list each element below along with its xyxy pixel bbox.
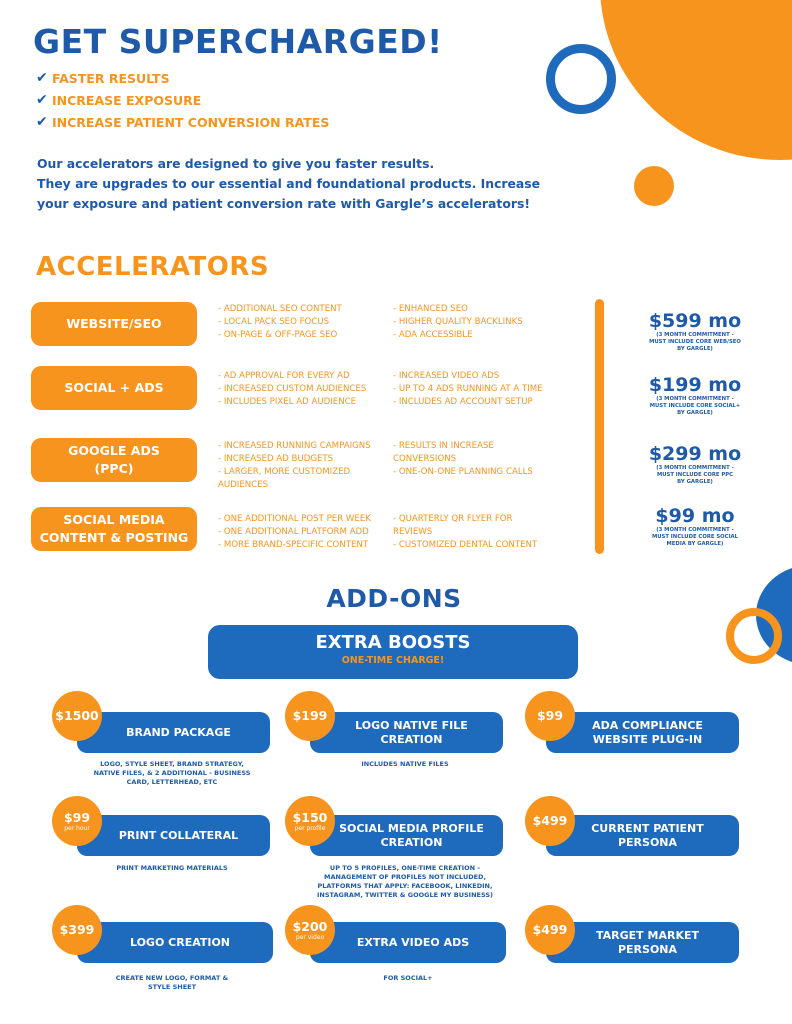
- price-badge: $199: [285, 691, 335, 741]
- price-badge: $99 per hour: [52, 796, 102, 846]
- accelerator-features-left: - AD APPROVAL FOR EVERY AD - INCREASED CUSTOM AUDIENCES - INCLUDES PIXEL AD AUDIENCE: [218, 371, 367, 407]
- addon-description: CREATE NEW LOGO, FORMAT & STYLE SHEET: [115, 974, 229, 991]
- intro-paragraph: Our accelerators are designed to give you faster results. They are upgrades to our essential and foundational products. Increase your exposure and patient conversion rate with Gargle’s accelerators!: [37, 156, 541, 211]
- page-title: GET SUPERCHARGED!: [33, 22, 443, 61]
- accelerator-price: $299 mo (3 MONTH COMMITMENT - MUST INCLUDE CORE PPC BY GARGLE): [648, 443, 742, 485]
- accelerator-pill: GOOGLE ADS (PPC): [31, 438, 197, 482]
- accelerator-price: $599 mo (3 MONTH COMMITMENT - MUST INCLUDE CORE WEB/SEO BY GARGLE): [648, 310, 742, 352]
- extra-boosts-banner: EXTRA BOOSTS ONE-TIME CHARGE!: [208, 625, 578, 679]
- benefit-item: ✔ FASTER RESULTS: [36, 70, 170, 86]
- accelerator-price: $199 mo (3 MONTH COMMITMENT - MUST INCLUDE CORE SOCIAL+ BY GARGLE): [648, 374, 742, 416]
- decorative-orange-dot: [634, 166, 674, 206]
- price-badge: $499: [525, 796, 575, 846]
- price-badge: $399: [52, 905, 102, 955]
- accelerator-features-right: - INCREASED VIDEO ADS - UP TO 4 ADS RUNNING AT A TIME - INCLUDES AD ACCOUNT SETUP: [393, 371, 543, 407]
- addon-description: PRINT MARKETING MATERIALS: [116, 864, 228, 872]
- addon-bar: TARGET MARKET PERSONA: [546, 922, 739, 963]
- accelerators-heading: ACCELERATORS: [36, 252, 270, 282]
- decorative-blue-ring: [546, 44, 616, 114]
- addon-bar: SOCIAL MEDIA PROFILE CREATION: [310, 815, 503, 856]
- benefits-checklist: [36, 67, 329, 133]
- checkmark-icon: ✔: [36, 70, 48, 86]
- accelerator-pill: SOCIAL + ADS: [31, 366, 197, 410]
- checkmark-icon: ✔: [36, 92, 48, 108]
- addon-bar: PRINT COLLATERAL: [77, 815, 270, 856]
- addon-bar: LOGO NATIVE FILE CREATION: [310, 712, 503, 753]
- accelerator-price: $99 mo (3 MONTH COMMITMENT - MUST INCLUDE CORE SOCIAL MEDIA BY GARGLE): [651, 505, 739, 547]
- addon-bar: ADA COMPLIANCE WEBSITE PLUG-IN: [546, 712, 739, 753]
- accelerator-features-right: - QUARTERLY QR FLYER FOR REVIEWS - CUSTOMIZED DENTAL CONTENT: [393, 514, 538, 550]
- accelerator-pill: SOCIAL MEDIA CONTENT & POSTING: [31, 507, 197, 551]
- accelerator-features-left: - ADDITIONAL SEO CONTENT - LOCAL PACK SEO FOCUS - ON-PAGE & OFF-PAGE SEO: [218, 304, 342, 340]
- price-badge: $499: [525, 905, 575, 955]
- accelerator-features-right: - ENHANCED SEO - HIGHER QUALITY BACKLINKS - ADA ACCESSIBLE: [393, 304, 523, 340]
- price-badge: $99: [525, 691, 575, 741]
- benefit-item: ✔ INCREASE PATIENT CONVERSION RATES: [36, 114, 330, 130]
- accelerator-features-left: - ONE ADDITIONAL POST PER WEEK - ONE ADDITIONAL PLATFORM ADD - MORE BRAND-SPECIFIC CONTENT: [218, 514, 371, 550]
- orange-divider: [595, 299, 604, 554]
- benefit-item: ✔ INCREASE EXPOSURE: [36, 92, 202, 108]
- decorative-orange-ring: [726, 608, 782, 664]
- addon-bar: CURRENT PATIENT PERSONA: [546, 815, 739, 856]
- decorative-orange-circle: [600, 0, 792, 160]
- addons-heading: ADD-ONS: [326, 584, 462, 613]
- price-badge: $1500: [52, 691, 102, 741]
- addon-description: LOGO, STYLE SHEET, BRAND STRATEGY, NATIVE FILES, & 2 ADDITIONAL - BUSINESS CARD, LETTERHEAD, ETC: [93, 760, 251, 786]
- addon-description: UP TO 5 PROFILES, ONE-TIME CREATION - MANAGEMENT OF PROFILES NOT INCLUDED, PLATFORMS THAT APPLY: FACEBOOK, LINKEDIN, INSTAGRAM, TWITTER & GOOGLE MY BUSINESS): [316, 864, 493, 899]
- accelerator-pill: WEBSITE/SEO: [31, 302, 197, 346]
- checkmark-icon: ✔: [36, 114, 48, 130]
- addon-bar: EXTRA VIDEO ADS: [310, 922, 506, 963]
- addon-bar: LOGO CREATION: [77, 922, 273, 963]
- addon-description: FOR SOCIAL+: [383, 974, 433, 982]
- price-badge: $200 per video: [285, 905, 335, 955]
- price-badge: $150 per profile: [285, 796, 335, 846]
- accelerator-features-left: - INCREASED RUNNING CAMPAIGNS - INCREASED AD BUDGETS - LARGER, MORE CUSTOMIZED AUDIENCES: [218, 441, 371, 490]
- addon-description: INCLUDES NATIVE FILES: [361, 760, 449, 768]
- accelerator-features-right: - RESULTS IN INCREASE CONVERSIONS - ONE-ON-ONE PLANNING CALLS: [393, 441, 533, 477]
- addon-bar: BRAND PACKAGE: [77, 712, 270, 753]
